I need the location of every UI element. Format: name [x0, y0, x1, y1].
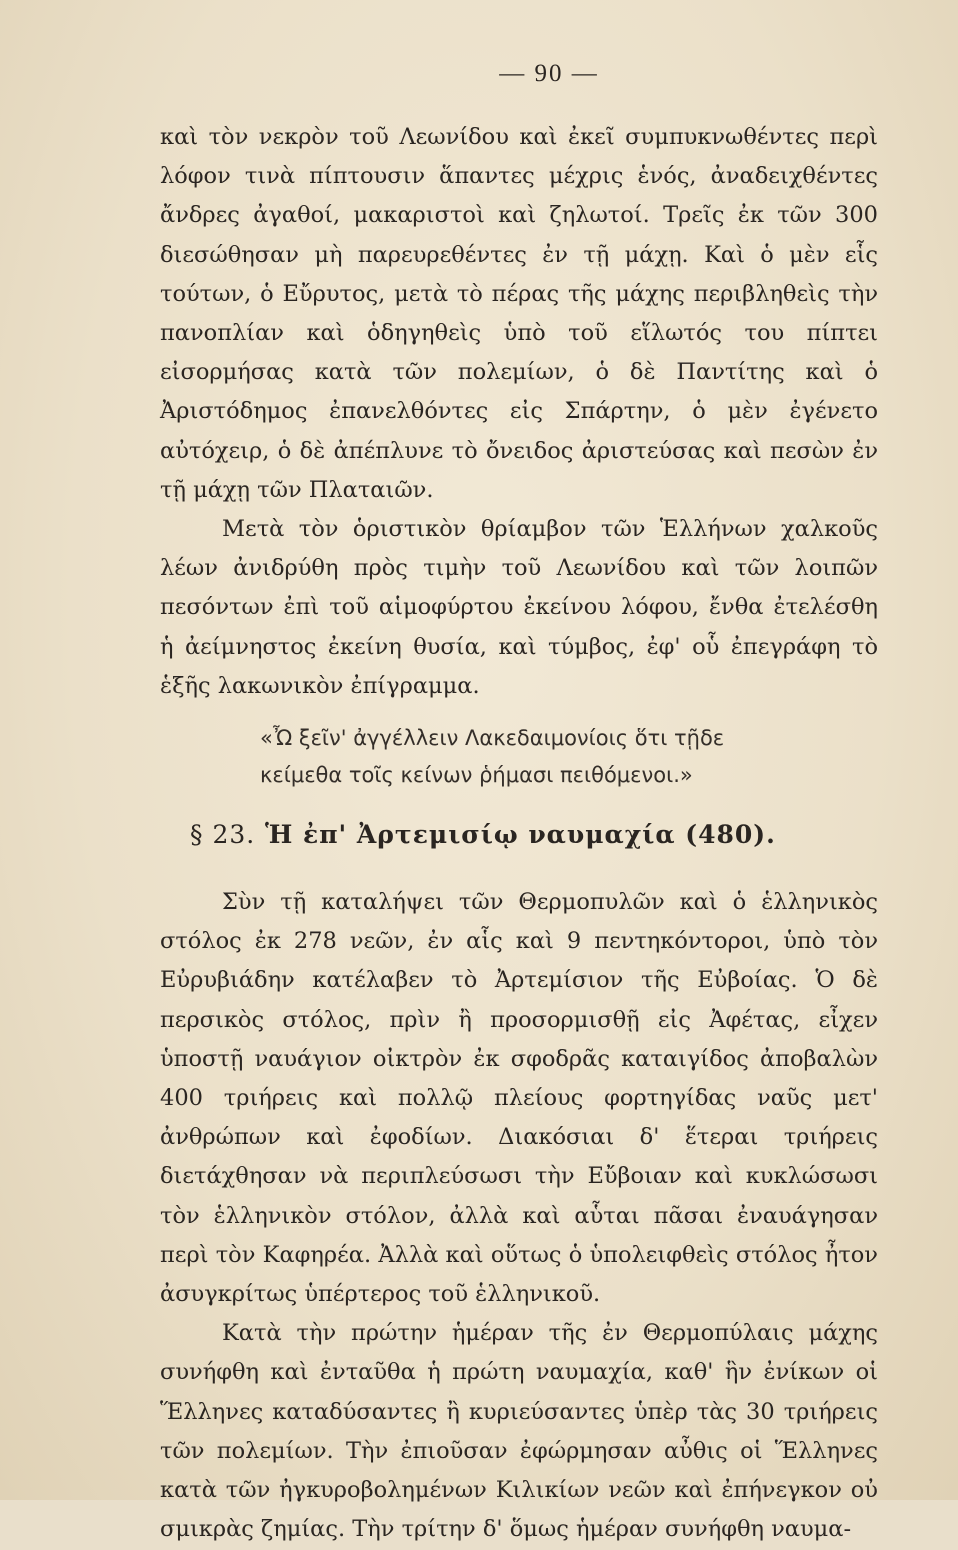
- paragraph-1: καὶ τὸν νεκρὸν τοῦ Λεωνίδου καὶ ἐκεῖ συμπυκνωθέντες περὶ λόφον τινὰ πίπτουσιν ἅπαντες μέχρις ἑνός, ἀναδειχθέντες ἄνδρες ἀγαθοί, μακαριστοὶ καὶ ζηλωτοί. Τρεῖς ἐκ τῶν 300 διεσώθησαν μὴ παρευρεθέντες ἐν τῇ μάχῃ. Καὶ ὁ μὲν εἷς τούτων, ὁ Εὔρυτος, μετὰ τὸ πέρας τῆς μάχης περιβληθεὶς τὴν πανοπλίαν καὶ ὁδηγηθεὶς ὑπὸ τοῦ εἵλωτός του πίπτει εἰσορμήσας κατὰ τῶν πολεμίων, ὁ δὲ Παντίτης καὶ ὁ Ἀριστόδημος ἐπανελθόντες εἰς Σπάρτην, ὁ μὲν ἐγένετο αὐτόχειρ, ὁ δὲ ἀπέπλυνε τὸ ὄνειδος ἀριστεύσας καὶ πεσὼν ἐν τῇ μάχῃ τῶν Πλαταιῶν.: [160, 124, 878, 503]
- paragraph-3: Σὺν τῇ καταλήψει τῶν Θερμοπυλῶν καὶ ὁ ἑλληνικὸς στόλος ἐκ 278 νεῶν, ἐν αἷς καὶ 9 πεντηκόντοροι, ὑπὸ τὸν Εὐρυβιάδην κατέλαβεν τὸ Ἀρτεμίσιον τῆς Εὐβοίας. Ὁ δὲ περσικὸς στόλος, πρὶν ἢ προσορμισθῇ εἰς Ἀφέτας, εἶχεν ὑποστῇ ναυάγιον οἰκτρὸν ἐκ σφοδρᾶς καταιγίδος ἀποβαλὼν 400 τριήρεις καὶ πολλῷ πλείους φορτηγίδας ναῦς μετ' ἀνθρώπων καὶ ἐφοδίων. Διακόσιαι δ' ἕτεραι τριήρεις διετάχθησαν νὰ περιπλεύσωσι τὴν Εὔβοιαν καὶ κυκλώσωσι τὸν ἑλληνικὸν στόλον, ἀλλὰ καὶ αὗται πᾶσαι ἐναυάγησαν περὶ τὸν Καφηρέα. Ἀλλὰ καὶ οὕτως ὁ ὑπολειφθεὶς στόλος ἦτον ἀσυγκρίτως ὑπέρτερος τοῦ ἑλληνικοῦ.: [160, 889, 878, 1308]
- page-number: — 90 —: [499, 60, 599, 87]
- section-heading: [190, 820, 878, 849]
- paragraph-2: Μετὰ τὸν ὁριστικὸν θρίαμβον τῶν Ἑλλήνων χαλκοῦς λέων ἀνιδρύθη πρὸς τιμὴν τοῦ Λεωνίδου καὶ τῶν λοιπῶν πεσόντων ἐπὶ τοῦ αἱμοφύρτου ἐκείνου λόφου, ἔνθα ἐτελέσθη ἡ ἀείμνηστος ἐκείνη θυσία, καὶ τύμβος, ἐφ' οὗ ἐπεγράφη τὸ ἑξῆς λακωνικὸν ἐπίγραμμα.: [160, 516, 878, 699]
- section-number: § 23.: [190, 820, 256, 850]
- section-title: Ἡ ἐπ' Ἀρτεμισίῳ ναυμαχία (480).: [264, 820, 776, 850]
- paragraph-4: Κατὰ τὴν πρώτην ἡμέραν τῆς ἐν Θερμοπύλαις μάχης συνήφθη καὶ ἐνταῦθα ἡ πρώτη ναυμαχία, καθ' ἣν ἐνίκων οἱ Ἕλληνες καταδύσαντες ἢ κυριεύσαντες ὑπὲρ τὰς 30 τριήρεις τῶν πολεμίων. Τὴν ἐπιοῦσαν ἐφώρμησαν αὖθις οἱ Ἕλληνες κατὰ τῶν ἠγκυροβολημένων Κιλικίων νεῶν καὶ ἐπήνεγκον οὐ σμικρὰς ζημίας. Τὴν τρίτην δ' ὅμως ἡμέραν συνήφθη ναυμα-: [160, 1320, 878, 1543]
- epigram: [260, 720, 878, 794]
- epigram-line-1: «Ὦ ξεῖν' ἀγγέλλειν Λακεδαιμονίοις ὅτι τῇδε: [260, 726, 725, 751]
- epigram-line-2: κείμεθα τοῖς κείνων ῥήμασι πειθόμενοι.»: [260, 763, 693, 788]
